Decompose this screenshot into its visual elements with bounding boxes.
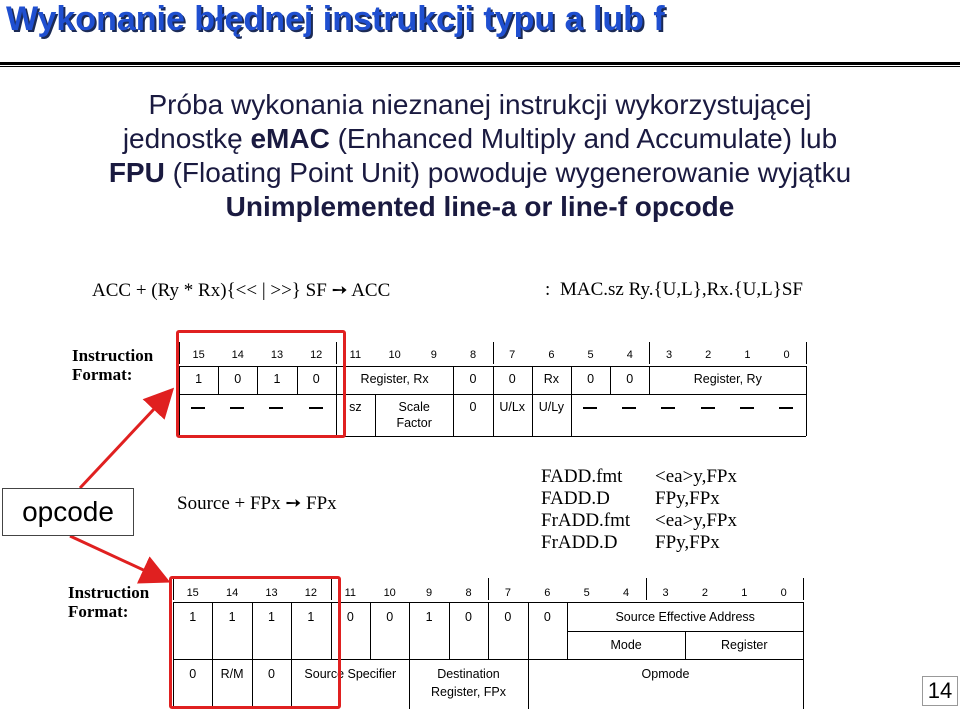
bit-number: 12 [310, 349, 323, 361]
format-cell: 0 [268, 667, 275, 681]
bit-number: 13 [265, 587, 278, 599]
format-cell: Scale [398, 400, 430, 414]
bit-number: 7 [504, 587, 511, 599]
slide-title: Wykonanie błędnej instrukcji typu a lub f [6, 0, 665, 38]
fpu-equation-text: Source + FPx [177, 493, 281, 514]
format-cell: sz [349, 400, 362, 414]
bit-number: 3 [662, 587, 669, 599]
mnemonic-op: FADD.fmt [541, 466, 623, 487]
bit-number: 4 [626, 349, 633, 361]
format-cell: 0 [386, 610, 394, 624]
opcode-callout: opcode [2, 488, 134, 536]
format-cell: Rx [543, 372, 560, 386]
bit-number: 0 [780, 587, 787, 599]
mnemonic-args: <ea>y,FPx [655, 510, 737, 531]
para-line-4: Unimplemented line-a or line-f opcode [225, 191, 735, 222]
emac-term: eMAC [250, 123, 330, 154]
arrow-to-fpu [70, 536, 165, 580]
bit-number: 12 [304, 587, 318, 599]
bit-number: 10 [383, 587, 396, 599]
format-cell: 1 [425, 610, 433, 624]
mac-result: ACC [351, 280, 391, 301]
bit-number: 6 [544, 587, 551, 599]
bit-number: 2 [705, 349, 712, 361]
mnemonic-args: FPy,FPx [655, 532, 720, 553]
bit-number: 3 [665, 349, 673, 361]
format-cell: Source Effective Address [615, 610, 755, 624]
bit-number: 1 [744, 349, 751, 361]
format-cell: 0 [626, 372, 634, 386]
bit-number: 1 [741, 587, 748, 599]
format-cell: 1 [268, 610, 275, 624]
format-cell: 1 [273, 372, 281, 386]
format-label-line: Instruction [72, 346, 154, 365]
bit-number: 11 [344, 587, 356, 599]
format-cell: 1 [307, 610, 315, 624]
bit-number: 11 [349, 349, 362, 361]
format-label-line: Format: [72, 365, 133, 384]
format-cell: Source Specifier [304, 667, 397, 681]
format-cell: 0 [189, 667, 197, 681]
bit-number: 6 [548, 349, 555, 361]
para-line-1: Próba wykonania nieznanej instrukcji wykorzystującej [148, 89, 812, 120]
format-cell: 0 [508, 372, 516, 386]
arrow-icon: ➙ [285, 493, 302, 514]
format-cell: 0 [234, 372, 242, 386]
mnemonic-args: <ea>y,FPx [655, 466, 737, 487]
format-cell: 0 [346, 610, 354, 624]
bit-number: 5 [587, 349, 594, 361]
format-cell: Register, Rx [360, 372, 429, 386]
bit-number: 9 [430, 349, 437, 361]
format-cell: Factor [396, 416, 432, 430]
format-cell: 0 [312, 372, 320, 386]
format-cell: Register [721, 638, 768, 652]
bit-number: 9 [426, 587, 433, 599]
format-cell: U/Ly [538, 400, 565, 414]
bit-number: 2 [701, 587, 708, 599]
bit-number: 8 [469, 349, 477, 361]
format-cell: Mode [610, 638, 642, 652]
bit-number: 7 [509, 349, 516, 361]
para-text: (Floating Point Unit) powoduje wygenerowanie wyjątku [164, 157, 852, 188]
mac-equation-text: ACC + (Ry * Rx){<< | >>} SF [92, 280, 327, 301]
bit-number: 5 [583, 587, 590, 599]
format-label-line: Format: [68, 602, 129, 621]
bit-number: 0 [783, 349, 790, 361]
format-cell: R/M [220, 667, 244, 681]
format-cell: 0 [465, 610, 472, 624]
mac-colon: : [545, 279, 551, 300]
fpu-term: FPU [108, 157, 165, 188]
format-cell: 1 [228, 610, 236, 624]
format-cell: 1 [189, 610, 197, 624]
arrow-icon: ➙ [331, 280, 348, 301]
mnemonic-op: FrADD.fmt [541, 510, 631, 531]
mac-syntax: MAC.sz Ry.{U,L},Rx.{U,L}SF [560, 279, 803, 300]
arrow-to-mac [80, 392, 170, 488]
format-cell: 1 [195, 372, 203, 386]
mnemonic-args: FPy,FPx [655, 488, 720, 509]
bit-number: 10 [388, 349, 401, 361]
bit-number: 13 [270, 349, 284, 361]
bit-number: 14 [225, 587, 239, 599]
format-cell: 0 [543, 610, 551, 624]
para-text: (Enhanced Multiply and Accumulate) lub [329, 123, 838, 154]
format-cell: Destination [437, 667, 500, 681]
mnemonic-op: FADD.D [541, 488, 610, 509]
fpu-result: FPx [306, 493, 337, 514]
format-cell: 0 [587, 372, 595, 386]
format-cell: Register, Ry [693, 372, 762, 386]
bit-number: 8 [465, 587, 472, 599]
format-cell: U/Lx [499, 400, 526, 414]
mnemonic-op: FrADD.D [541, 532, 618, 553]
format-cell: 0 [504, 610, 512, 624]
format-cell: 0 [469, 400, 477, 414]
format-cell: Register, FPx [430, 685, 506, 699]
page-number: 14 [922, 676, 958, 706]
bit-number: 14 [231, 349, 244, 361]
bit-number: 15 [186, 587, 199, 599]
bit-number: 15 [192, 349, 205, 361]
format-label-line: Instruction [68, 583, 150, 602]
format-cell: Opmode [641, 667, 690, 681]
bit-number: 4 [623, 587, 630, 599]
para-text: jednostkę [122, 123, 251, 154]
format-cell: 0 [469, 372, 477, 386]
